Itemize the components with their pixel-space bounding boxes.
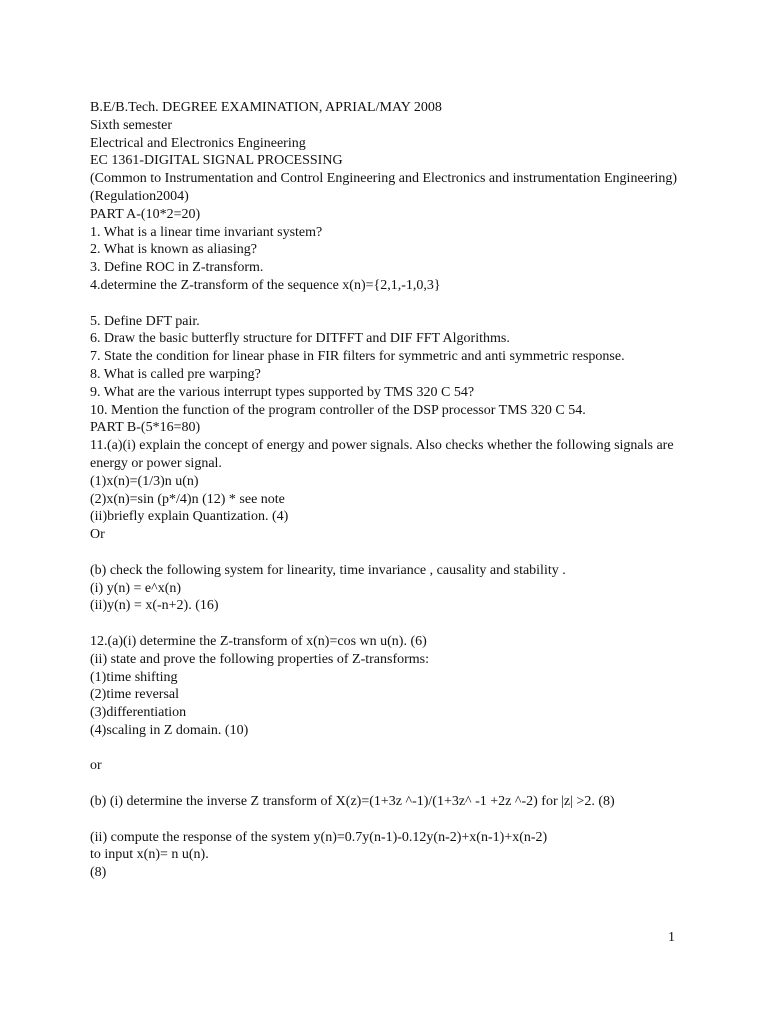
question-item: 1. What is a linear time invariant system? — [90, 224, 323, 240]
question-item: 7. State the condition for linear phase in FIR filters for symmetric and anti symmetric response. — [90, 349, 625, 365]
question-subitem: (1)x(n)=(1/3)n u(n) — [90, 473, 199, 489]
question-subitem: to input x(n)= n u(n). — [90, 847, 209, 863]
marks-label: (8) — [90, 865, 107, 881]
question-item: 5. Define DFT pair. — [90, 313, 200, 329]
document-body — [90, 99, 690, 882]
question-subitem: (ii) state and prove the following properties of Z-transforms: — [90, 651, 430, 667]
blank-line — [90, 811, 690, 829]
question-subitem: (4)scaling in Z domain. (10) — [90, 722, 249, 738]
question-item: 2. What is known as aliasing? — [90, 242, 257, 258]
semester-line: Sixth semester — [90, 117, 173, 133]
question-item: 8. What is called pre warping? — [90, 366, 261, 382]
blank-line — [90, 775, 690, 793]
or-separator: or — [90, 758, 102, 774]
course-title: EC 1361-DIGITAL SIGNAL PROCESSING — [90, 153, 343, 169]
part-a-heading: PART A-(10*2=20) — [90, 206, 201, 222]
question-subitem: (i) y(n) = e^x(n) — [90, 580, 182, 596]
question-subitem: (1)time shifting — [90, 669, 178, 685]
regulation-line: (Regulation2004) — [90, 188, 189, 204]
question-item: 12.(a)(i) determine the Z-transform of x(n)=cos wn u(n). (6) — [90, 633, 427, 649]
page-number: 1 — [668, 930, 675, 945]
department-line: Electrical and Electronics Engineering — [90, 135, 306, 151]
blank-line — [90, 615, 690, 633]
part-b-heading: PART B-(5*16=80) — [90, 420, 201, 436]
question-subitem: (ii)y(n) = x(-n+2). (16) — [90, 598, 219, 614]
question-item: (ii) compute the response of the system y(n)=0.7y(n-1)-0.12y(n-2)+x(n-1)+x(n-2) — [90, 829, 548, 845]
question-subitem: (ii)briefly explain Quantization. (4) — [90, 509, 289, 525]
question-item: (b) check the following system for linearity, time invariance , causality and stability . — [90, 562, 566, 578]
blank-line — [90, 295, 690, 313]
question-item: 11.(a)(i) explain the concept of energy and power signals. Also checks whether the following signals are energy or power signal. — [90, 438, 674, 471]
question-item: 10. Mention the function of the program controller of the DSP processor TMS 320 C 54. — [90, 402, 586, 418]
question-item: 9. What are the various interrupt types supported by TMS 320 C 54? — [90, 384, 475, 400]
blank-line — [90, 544, 690, 562]
question-subitem: (2)time reversal — [90, 687, 180, 703]
blank-line — [90, 740, 690, 758]
question-item: (b) (i) determine the inverse Z transform of X(z)=(1+3z ^-1)/(1+3z^ -1 +2z ^-2) for |z| >2. (8) — [90, 794, 615, 810]
or-separator: Or — [90, 527, 105, 543]
exam-title: B.E/B.Tech. DEGREE EXAMINATION, APRIAL/MAY 2008 — [90, 100, 442, 115]
question-subitem: (2)x(n)=sin (p*/4)n (12) * see note — [90, 491, 285, 507]
question-item: 6. Draw the basic butterfly structure for DITFFT and DIF FFT Algorithms. — [90, 331, 510, 347]
question-subitem: (3)differentiation — [90, 705, 187, 721]
question-item: 4.determine the Z-transform of the sequence x(n)={2,1,-1,0,3} — [90, 277, 441, 293]
question-item: 3. Define ROC in Z-transform. — [90, 260, 264, 276]
common-note: (Common to Instrumentation and Control Engineering and Electronics and instrumentation Engineering) — [90, 171, 678, 187]
